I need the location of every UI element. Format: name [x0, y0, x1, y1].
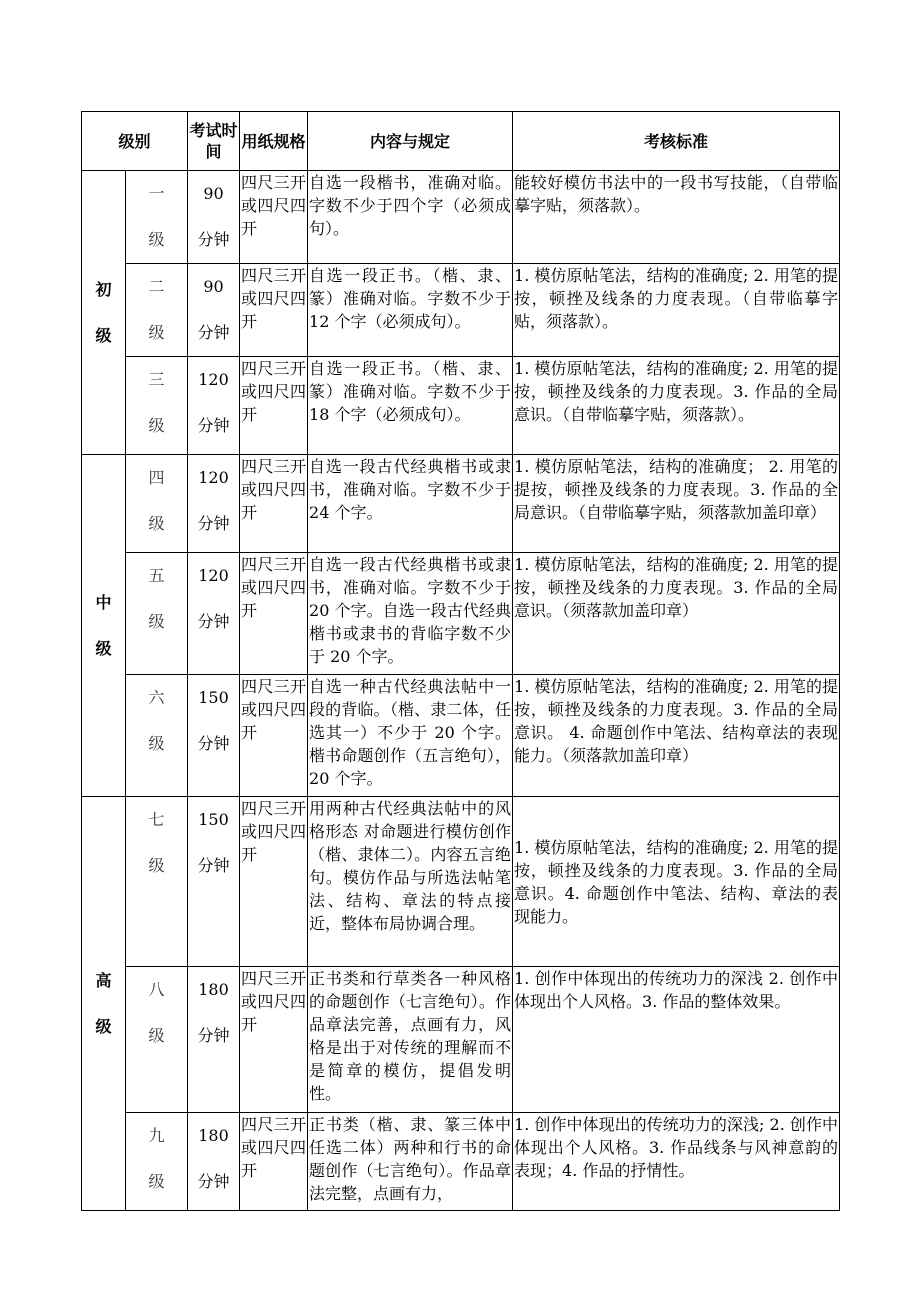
time-unit: 分钟: [197, 514, 230, 533]
time-unit: 分钟: [197, 323, 230, 342]
level-num: 一: [148, 184, 165, 203]
content-cell: 自选一段正书。（楷、隶、篆）准确对临。字数不少于 18 个字（必须成句）。: [308, 357, 513, 455]
time-cell: [188, 553, 240, 675]
level-num: 七: [148, 810, 165, 829]
time-cell: [188, 675, 240, 797]
paper-cell: 四尺三开或四尺四开: [240, 357, 308, 455]
level-cell: [126, 171, 188, 264]
paper-cell: 四尺三开或四尺四开: [240, 967, 308, 1113]
time-value: 120: [198, 370, 229, 389]
time-value: 120: [198, 468, 229, 487]
time-cell: [188, 171, 240, 264]
paper-cell: 四尺三开或四尺四开: [240, 455, 308, 553]
table-row: [82, 264, 840, 357]
level-num: 二: [148, 277, 165, 296]
paper-cell: 四尺三开或四尺四开: [240, 264, 308, 357]
grade-standards-table: [81, 111, 840, 1211]
content-cell: 自选一段楷书，准确对临。字数不少于四个字（必须成句）。: [308, 171, 513, 264]
content-cell: 自选一段古代经典楷书或隶书，准确对临。字数不少于 20 个字。自选一段古代经典楷书或隶书的背临字数不少于 20 个字。: [308, 553, 513, 675]
criteria-cell: 1. 创作中体现出的传统功力的深浅; 2. 创作中体现出个人风格。3. 作品线条与风神意韵的表现；4. 作品的抒情性。: [513, 1113, 840, 1211]
time-value: 180: [198, 980, 229, 999]
level-cell: [126, 797, 188, 967]
criteria-cell: 1. 模仿原帖笔法，结构的准确度; 2. 用笔的提按，顿挫及线条的力度表现。3. 作品的全局意识。（须落款加盖印章）: [513, 553, 840, 675]
band-char: 中: [95, 592, 112, 612]
level-cell: [126, 264, 188, 357]
paper-cell: 四尺三开或四尺四开: [240, 553, 308, 675]
level-suffix: 级: [148, 323, 165, 342]
time-unit: 分钟: [197, 230, 230, 249]
level-num: 六: [148, 688, 165, 707]
level-suffix: 级: [148, 1172, 165, 1191]
band-char: 级: [95, 1016, 112, 1036]
time-cell: [188, 264, 240, 357]
level-cell: [126, 967, 188, 1113]
time-cell: [188, 1113, 240, 1211]
header-content: 内容与规定: [308, 112, 513, 171]
time-unit: 分钟: [197, 1026, 230, 1045]
level-cell: [126, 675, 188, 797]
band-char: 级: [95, 638, 112, 658]
level-suffix: 级: [148, 416, 165, 435]
time-value: 90: [203, 184, 224, 203]
band-char: 级: [95, 325, 112, 345]
header-criteria: 考核标准: [513, 112, 840, 171]
table-row: [82, 675, 840, 797]
content-cell: 自选一种古代经典法帖中一段的背临。（楷、隶二体，任选其一）不少于 20 个字。 楷书命题创作（五言绝句），20 个字。: [308, 675, 513, 797]
level-num: 八: [148, 980, 165, 999]
band-advanced: [82, 797, 126, 1211]
level-suffix: 级: [148, 230, 165, 249]
table-row: [82, 967, 840, 1113]
criteria-cell: 1. 模仿原帖笔法，结构的准确度; 2. 用笔的提按，顿挫及线条的力度表现。（自带临摹字贴，须落款）。: [513, 264, 840, 357]
content-cell: 正书类和行草类各一种风格的命题创作（七言绝句）。作品章法完善，点画有力，风格是出于对传统的理解而不是简章的模仿，提倡发明性。: [308, 967, 513, 1113]
band-char: 高: [95, 970, 112, 990]
criteria-cell: 1. 创作中体现出的传统功力的深浅 2. 创作中体现出个人风格。3. 作品的整体效果。: [513, 967, 840, 1113]
time-cell: [188, 967, 240, 1113]
level-num: 九: [148, 1126, 165, 1145]
level-num: 五: [148, 566, 165, 585]
level-cell: [126, 357, 188, 455]
level-suffix: 级: [148, 734, 165, 753]
criteria-cell: 1. 模仿原帖笔法，结构的准确度; 2. 用笔的提按，顿挫及线条的力度表现。3. 作品的全局意识。 4. 命题创作中笔法、结构章法的表现能力。（须落款加盖印章）: [513, 675, 840, 797]
time-cell: [188, 797, 240, 967]
time-unit: 分钟: [197, 1172, 230, 1191]
level-suffix: 级: [148, 856, 165, 875]
table-row: [82, 357, 840, 455]
header-time: 考试时间: [188, 112, 240, 171]
content-cell: 自选一段正书。（楷、隶、篆）准确对临。字数不少于 12 个字（必须成句）。: [308, 264, 513, 357]
criteria-cell: 1. 模仿原帖笔法，结构的准确度； 2. 用笔的提按，顿挫及线条的力度表现。3. 作品的全局意识。（自带临摹字贴，须落款加盖印章）: [513, 455, 840, 553]
paper-cell: 四尺三开或四尺四开: [240, 171, 308, 264]
time-cell: [188, 357, 240, 455]
criteria-cell: 1. 模仿原帖笔法，结构的准确度; 2. 用笔的提按，顿挫及线条的力度表现。3. 作品的全局意识。（自带临摹字贴，须落款）。: [513, 357, 840, 455]
time-value: 180: [198, 1126, 229, 1145]
table-row: [82, 1113, 840, 1211]
level-num: 三: [148, 370, 165, 389]
table-row: [82, 455, 840, 553]
time-value: 150: [198, 688, 229, 707]
header-level: 级别: [82, 112, 188, 171]
criteria-cell: 1. 模仿原帖笔法，结构的准确度; 2. 用笔的提按，顿挫及线条的力度表现。3. 作品的全局意识。4. 命题创作中笔法、结构、章法的表现能力。: [513, 797, 840, 967]
time-value: 150: [198, 810, 229, 829]
time-value: 120: [198, 566, 229, 585]
level-num: 四: [148, 468, 165, 487]
band-beginner: [82, 171, 126, 455]
table-row: [82, 797, 840, 967]
content-cell: 自选一段古代经典楷书或隶书，准确对临。字数不少于 24 个字。: [308, 455, 513, 553]
time-unit: 分钟: [197, 416, 230, 435]
time-value: 90: [203, 277, 224, 296]
level-suffix: 级: [148, 514, 165, 533]
time-cell: [188, 455, 240, 553]
table-row: [82, 553, 840, 675]
time-unit: 分钟: [197, 734, 230, 753]
band-intermediate: [82, 455, 126, 797]
time-unit: 分钟: [197, 612, 230, 631]
band-char: 初: [95, 279, 112, 299]
paper-cell: 四尺三开或四尺四开: [240, 797, 308, 967]
header-row: [82, 112, 840, 171]
level-cell: [126, 1113, 188, 1211]
table-row: [82, 171, 840, 264]
content-cell: 正书类（楷、隶、篆三体中任选二体）两种和行书的命题创作（七言绝句）。作品章法完整，点画有力，: [308, 1113, 513, 1211]
level-cell: [126, 455, 188, 553]
paper-cell: 四尺三开或四尺四开: [240, 1113, 308, 1211]
header-paper: 用纸规格: [240, 112, 308, 171]
level-suffix: 级: [148, 612, 165, 631]
level-cell: [126, 553, 188, 675]
content-cell: 用两种古代经典法帖中的风格形态 对命题进行模仿创作（楷、隶体二）。内容五言绝句。模仿作品与所选法帖笔法、结构、章法的特点接近，整体布局协调合理。: [308, 797, 513, 967]
level-suffix: 级: [148, 1026, 165, 1045]
time-unit: 分钟: [197, 856, 230, 875]
criteria-cell: 能较好模仿书法中的一段书写技能，（自带临摹字贴，须落款）。: [513, 171, 840, 264]
paper-cell: 四尺三开或四尺四开: [240, 675, 308, 797]
